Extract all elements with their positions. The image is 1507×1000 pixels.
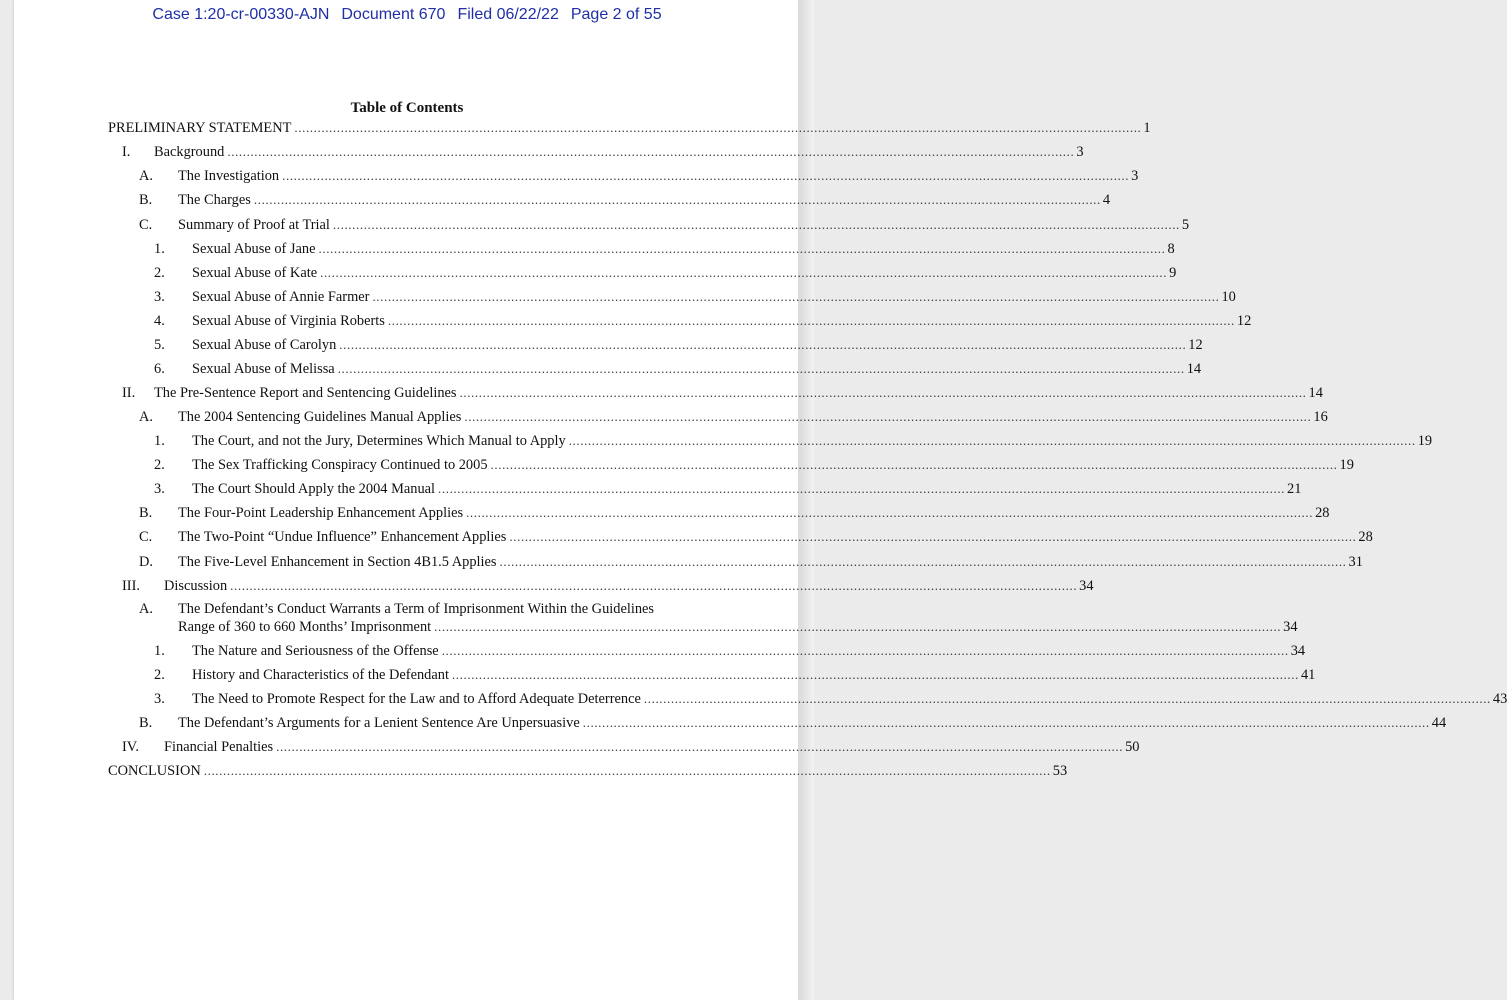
toc-entry-title: Sexual Abuse of Kate — [192, 265, 318, 281]
toc-entry-page-number: 44 — [1431, 715, 1447, 731]
toc-entry[interactable] — [192, 360, 1202, 378]
toc-entry[interactable] — [178, 553, 1363, 571]
dot-leader: ............................................................................................................................................................................................................................ — [253, 192, 1101, 207]
dot-leader: ............................................................................................................................................................................................................................ — [464, 409, 1312, 424]
toc-entry-title: Sexual Abuse of Jane — [192, 241, 316, 257]
toc-entry-page-number: 16 — [1313, 409, 1328, 425]
toc-entry-page-number: 14 — [1186, 361, 1202, 377]
dot-leader: ............................................................................................................................................................................................................................ — [499, 554, 1347, 569]
toc-entry-title: Summary of Proof at Trial — [178, 217, 330, 233]
toc-entry-page-number: 12 — [1236, 313, 1252, 329]
toc-entry-number: A. — [139, 409, 153, 425]
toc-entry-page-number: 8 — [1167, 241, 1175, 257]
filed-date: Filed 06/22/22 — [457, 6, 559, 23]
toc-entry-title: Sexual Abuse of Virginia Roberts — [192, 313, 385, 329]
toc-entry-title: The Court, and not the Jury, Determines Which Manual to Apply — [192, 433, 566, 449]
toc-entry-title: PRELIMINARY STATEMENT — [108, 120, 292, 136]
dot-leader: ............................................................................................................................................................................................................................ — [339, 337, 1187, 352]
dot-leader: ............................................................................................................................................................................................................................ — [318, 241, 1166, 256]
toc-entry-page-number: 43 — [1492, 691, 1507, 707]
toc-entry-page-number: 34 — [1290, 643, 1306, 659]
dot-leader: ............................................................................................................................................................................................................................ — [451, 667, 1299, 682]
toc-entry[interactable] — [108, 119, 1151, 137]
dot-leader: ............................................................................................................................................................................................................................ — [320, 265, 1168, 280]
dot-leader: ............................................................................................................................................................................................................................ — [294, 120, 1142, 135]
dot-leader: ............................................................................................................................................................................................................................ — [568, 433, 1416, 448]
dot-leader: ............................................................................................................................................................................................................................ — [643, 691, 1491, 706]
toc-entry-title: The Nature and Seriousness of the Offense — [192, 643, 439, 659]
toc-entry-title: The Two-Point “Undue Influence” Enhancement Applies — [178, 529, 507, 545]
toc-entry-title: Sexual Abuse of Annie Farmer — [192, 289, 370, 305]
toc-entry-title: CONCLUSION — [108, 763, 201, 779]
toc-entry-title: The Defendant’s Arguments for a Lenient Sentence Are Unpersuasive — [178, 715, 580, 731]
toc-entry[interactable] — [178, 618, 1298, 636]
toc-entry-title: The Charges — [178, 192, 251, 208]
toc-title: Table of Contents — [350, 100, 464, 116]
toc-entry[interactable] — [154, 143, 1084, 161]
toc-entry-page-number: 10 — [1221, 289, 1236, 305]
toc-entry[interactable] — [178, 167, 1139, 185]
toc-entry-page-number: 19 — [1417, 433, 1433, 449]
toc-entry[interactable] — [192, 690, 1507, 708]
toc-entry-number: 1. — [154, 241, 165, 257]
dot-leader: ............................................................................................................................................................................................................................ — [372, 289, 1220, 304]
document-number: Document 670 — [341, 6, 446, 23]
toc-entry-title: Background — [154, 144, 225, 160]
toc-entry-page-number: 1 — [1143, 120, 1151, 136]
toc-entry-title: The Sex Trafficking Conspiracy Continued to 2005 — [192, 457, 488, 473]
toc-entry[interactable] — [192, 312, 1252, 330]
dot-leader: ............................................................................................................................................................................................................................ — [441, 643, 1289, 658]
dot-leader: ............................................................................................................................................................................................................................ — [466, 505, 1314, 520]
dot-leader: ............................................................................................................................................................................................................................ — [337, 361, 1185, 376]
toc-entry[interactable] — [178, 191, 1111, 209]
dot-leader: ............................................................................................................................................................................................................................ — [509, 529, 1357, 544]
toc-entry-title: Discussion — [164, 578, 228, 594]
dot-leader: ............................................................................................................................................................................................................................ — [230, 578, 1078, 593]
toc-entry-number: III. — [122, 578, 140, 594]
toc-entry-number: C. — [139, 217, 153, 233]
toc-entry[interactable] — [192, 264, 1177, 282]
toc-entry-number: B. — [139, 715, 153, 731]
toc-entry-number: 6. — [154, 361, 165, 377]
toc-entry-number: A. — [139, 168, 153, 184]
toc-entry-number: B. — [139, 505, 153, 521]
toc-entry-number: 2. — [154, 457, 165, 473]
toc-entry-number: II. — [122, 385, 136, 401]
toc-entry[interactable] — [108, 762, 1068, 780]
toc-entry-number: I. — [122, 144, 131, 160]
toc-entry-number: 2. — [154, 667, 165, 683]
dot-leader: ............................................................................................................................................................................................................................ — [203, 763, 1051, 778]
toc-entry-title: The Five-Level Enhancement in Section 4B1.5 Applies — [178, 554, 497, 570]
toc-entry-number: 5. — [154, 337, 165, 353]
dot-leader: ............................................................................................................................................................................................................................ — [490, 457, 1338, 472]
toc-entry-number: 2. — [154, 265, 165, 281]
dot-leader: ............................................................................................................................................................................................................................ — [459, 385, 1307, 400]
dot-leader: ............................................................................................................................................................................................................................ — [434, 619, 1282, 634]
dot-leader: ............................................................................................................................................................................................................................ — [282, 168, 1130, 183]
toc-entry[interactable] — [192, 456, 1354, 474]
toc-entry-title: Range of 360 to 660 Months’ Imprisonment — [178, 619, 432, 635]
toc-entry-number: 1. — [154, 643, 165, 659]
toc-entry-title: History and Characteristics of the Defendant — [192, 667, 449, 683]
toc-entry[interactable] — [154, 384, 1323, 402]
toc-entry[interactable] — [164, 577, 1094, 595]
toc-entry-title: The Need to Promote Respect for the Law and to Afford Adequate Deterrence — [192, 691, 641, 707]
dot-leader: ............................................................................................................................................................................................................................ — [227, 144, 1075, 159]
toc-entry-page-number: 21 — [1287, 481, 1302, 497]
dot-leader: ............................................................................................................................................................................................................................ — [438, 481, 1286, 496]
toc-entry-number: A. — [139, 601, 153, 617]
toc-entry[interactable] — [178, 714, 1447, 732]
toc-entry[interactable] — [178, 216, 1190, 234]
toc-entry-page-number: 14 — [1308, 385, 1323, 401]
toc-entry[interactable] — [178, 528, 1373, 546]
toc-entry[interactable] — [192, 642, 1306, 660]
toc-entry-title: Sexual Abuse of Melissa — [192, 361, 335, 377]
page-count: Page 2 of 55 — [570, 6, 662, 23]
toc-entry[interactable] — [178, 408, 1328, 426]
toc-entry-title-line1[interactable]: The Defendant’s Conduct Warrants a Term of Imprisonment Within the Guidelines — [178, 601, 655, 617]
toc-entry-page-number: 12 — [1188, 337, 1203, 353]
dot-leader: ............................................................................................................................................................................................................................ — [582, 715, 1430, 730]
dot-leader: ............................................................................................................................................................................................................................ — [387, 313, 1235, 328]
toc-entry-page-number: 4 — [1102, 192, 1111, 208]
toc-entry-number: C. — [139, 529, 153, 545]
toc-entry-page-number: 34 — [1079, 578, 1094, 594]
toc-entry-number: 3. — [154, 289, 165, 305]
toc-entry-title: The 2004 Sentencing Guidelines Manual Applies — [178, 409, 462, 425]
toc-entry[interactable] — [192, 666, 1316, 684]
toc-entry-page-number: 53 — [1052, 763, 1068, 779]
toc-entry-number: 3. — [154, 691, 165, 707]
dot-leader: ............................................................................................................................................................................................................................ — [332, 217, 1180, 232]
toc-entry-page-number: 31 — [1348, 554, 1363, 570]
dot-leader: ............................................................................................................................................................................................................................ — [276, 739, 1124, 754]
toc-entry-title: The Pre-Sentence Report and Sentencing Guidelines — [154, 385, 457, 401]
toc-entry-page-number: 50 — [1125, 739, 1140, 755]
case-number: Case 1:20-cr-00330-AJN — [152, 6, 330, 23]
toc-entry-page-number: 9 — [1169, 265, 1177, 281]
toc-entry[interactable] — [192, 432, 1433, 450]
toc-entry-number: 4. — [154, 313, 165, 329]
toc-entry-page-number: 34 — [1283, 619, 1298, 635]
toc-entry[interactable] — [192, 240, 1175, 258]
toc-entry-title: Sexual Abuse of Carolyn — [192, 337, 337, 353]
toc-entry-number: IV. — [122, 739, 139, 755]
toc-entry-page-number: 3 — [1131, 168, 1139, 184]
toc-entry-title: The Court Should Apply the 2004 Manual — [192, 481, 436, 497]
toc-entry[interactable] — [178, 504, 1330, 522]
toc-entry-page-number: 3 — [1076, 144, 1084, 160]
toc-entry-title: The Four-Point Leadership Enhancement Applies — [178, 505, 464, 521]
toc-entry-title: Financial Penalties — [164, 739, 274, 755]
toc-entry-page-number: 41 — [1300, 667, 1316, 683]
case-header — [0, 6, 814, 24]
toc-entry-page-number: 28 — [1358, 529, 1373, 545]
toc-entry-number: 3. — [154, 481, 165, 497]
toc-entry-title: The Investigation — [178, 168, 280, 184]
toc-entry-page-number: 19 — [1339, 457, 1354, 473]
toc-entry-number: 1. — [154, 433, 165, 449]
toc-entry-number: D. — [139, 554, 153, 570]
toc-entry-page-number: 5 — [1181, 217, 1190, 233]
toc-entry[interactable] — [192, 336, 1203, 354]
toc-entry[interactable] — [164, 738, 1140, 756]
toc-entry-number: B. — [139, 192, 153, 208]
toc-entry[interactable] — [192, 480, 1302, 498]
toc-entry-page-number: 28 — [1315, 505, 1330, 521]
toc-entry[interactable] — [192, 288, 1236, 306]
